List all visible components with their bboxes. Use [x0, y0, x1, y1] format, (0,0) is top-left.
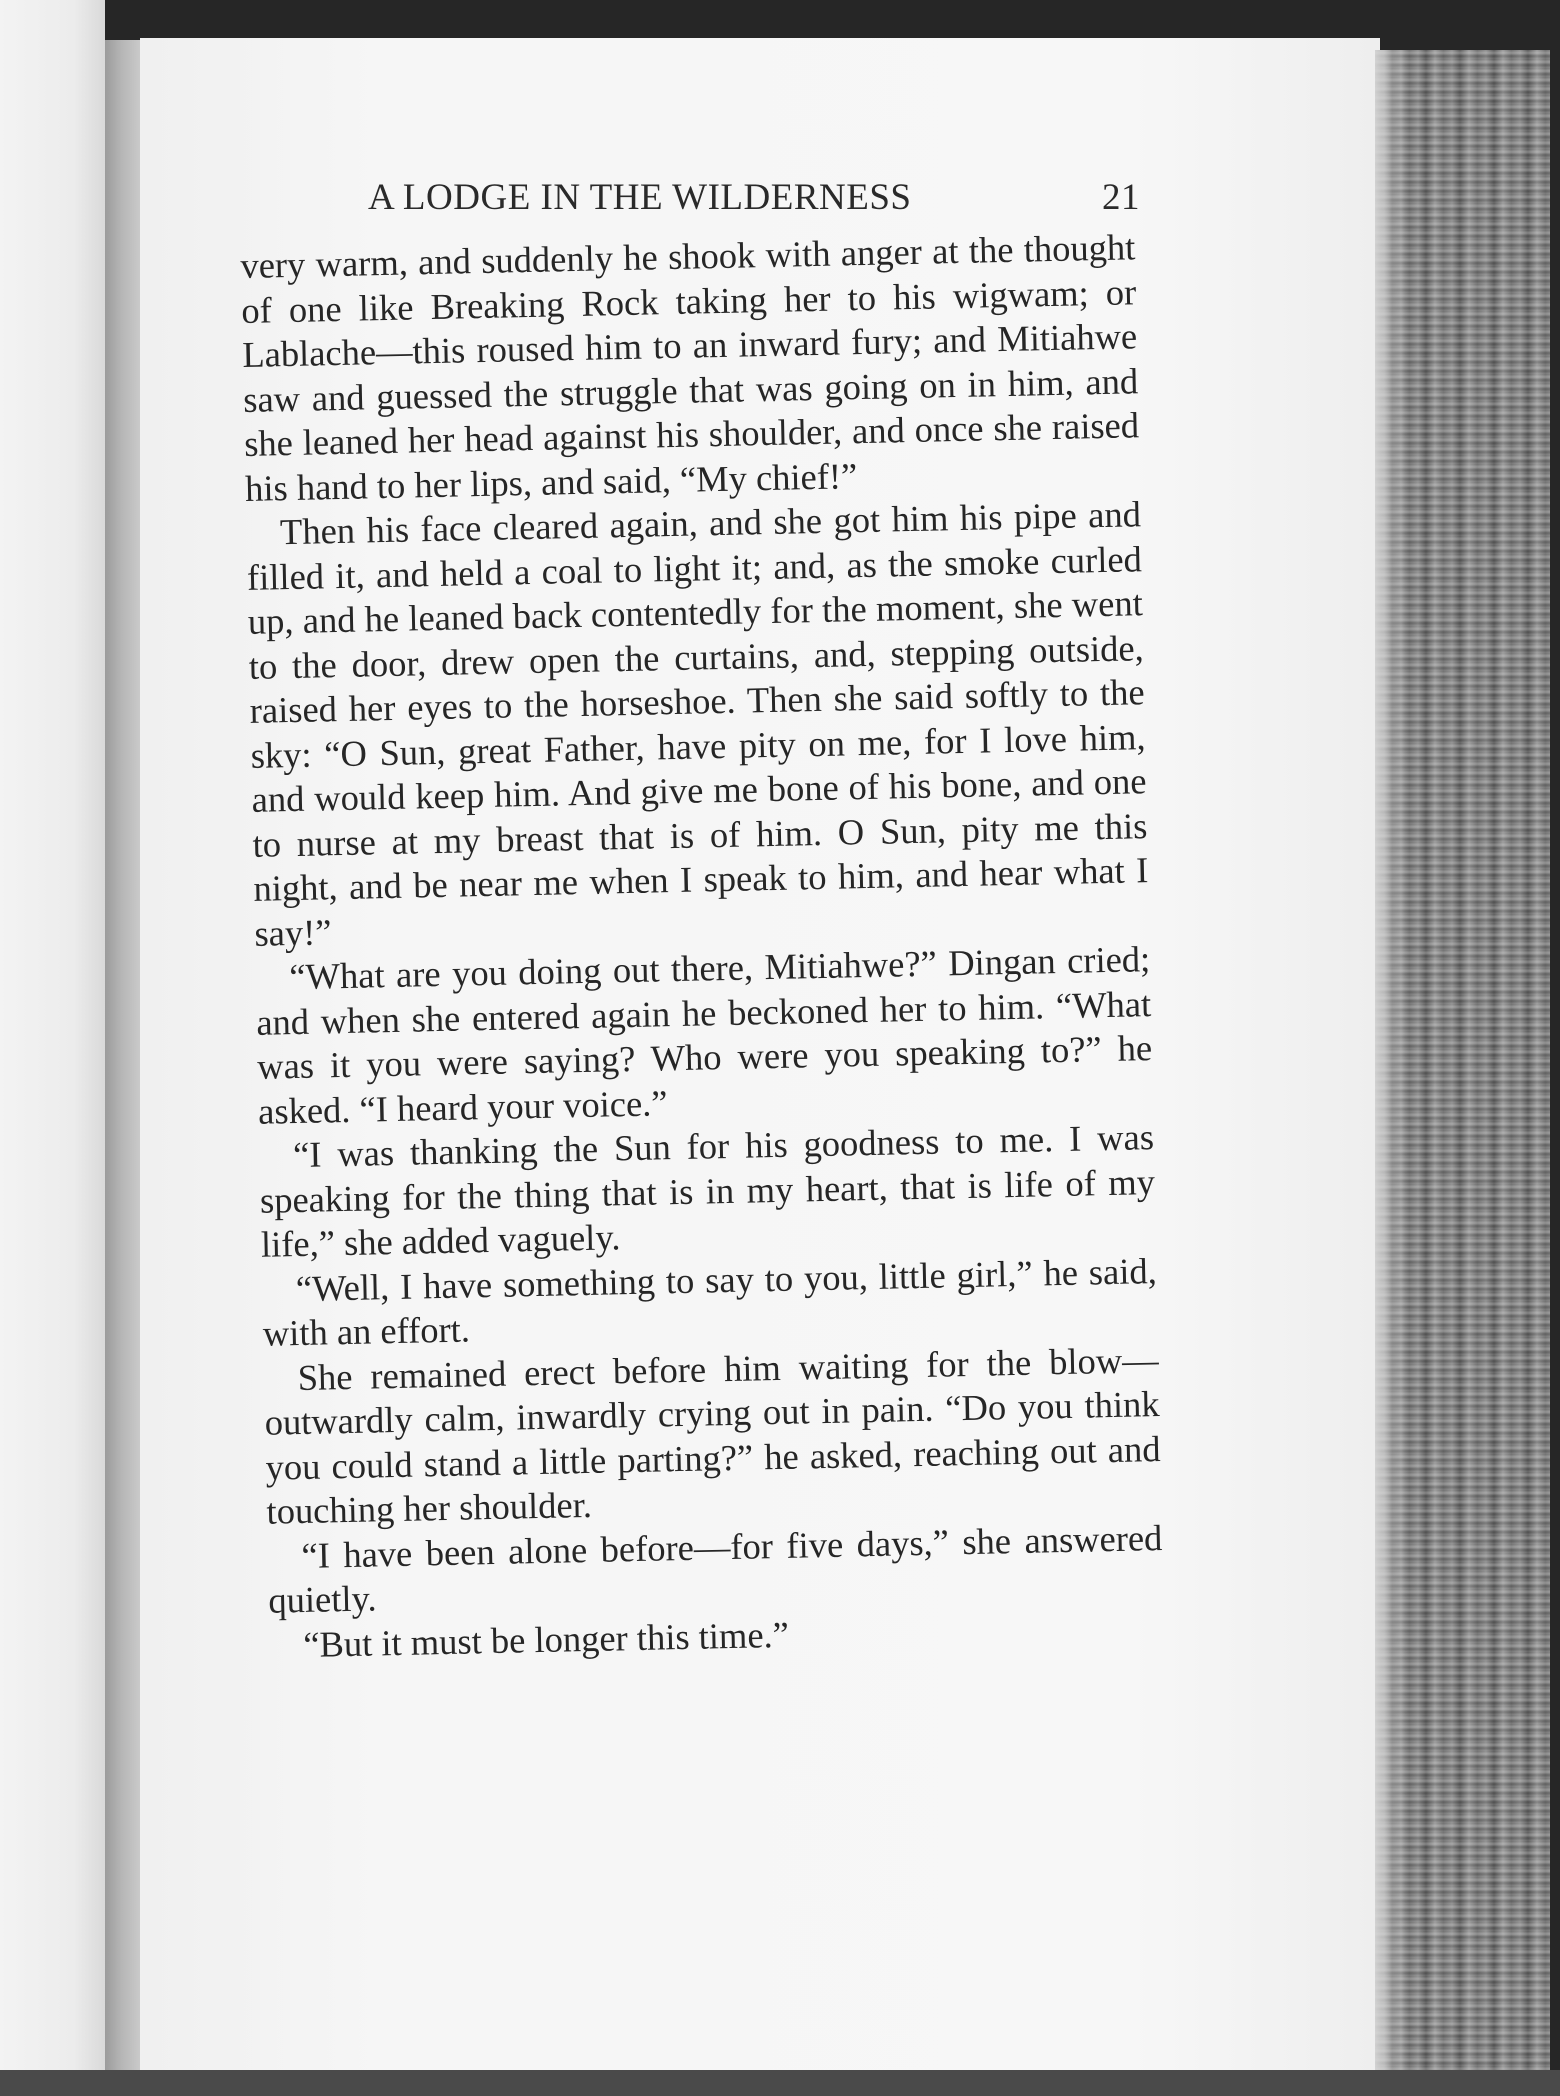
paragraph: “But it must be longer this time.” — [302, 1613, 790, 1665]
book-gutter — [105, 40, 145, 2070]
paragraph: She remained erect before him waiting for the blow—outwardly calm, inwardly crying out in pain. “Do you think you could stand a little parting?” he asked, reaching out and touching her shoulder. — [264, 1338, 1161, 1532]
body-text — [240, 225, 1165, 1667]
running-title: A LODGE IN THE WILDERNESS — [368, 177, 912, 218]
scan-bottom-border — [0, 2070, 1560, 2096]
paragraph: Then his face cleared again, and she got him his pipe and filled it, and held a coal to light it; and, as the smoke curled up, and he leaned back contentedly for the moment, she went to the door, drew open the curtains, and, stepping outside, raised her eyes to the horseshoe. Then she said softly to the sky: “O Sun, great Father, have pity on me, for I love him, and would keep him. And give me bone of his bone, and one to nurse at my breast that is of him. O Sun, pity me this night, and be near me when I speak to him, and hear what I say!” — [246, 493, 1149, 954]
paragraph: “Well, I have something to say to you, little girl,” he said, with an effort. — [262, 1249, 1158, 1354]
facing-page-edge — [0, 0, 105, 2096]
fore-edge-shadow — [1375, 50, 1405, 2080]
page-number: 21 — [1102, 177, 1140, 218]
paragraph: “I have been alone before—for five days,” she answered quietly. — [267, 1516, 1163, 1621]
paragraph: very warm, and suddenly he shook with anger at the thought of one like Breaking Rock taking her to his wigwam; or Lablache—this roused him to an inward fury; and Mitiahwe saw and guessed the struggle that was going on in him, and she leaned her head against his shoulder, and once she raised his hand to her lips, and said, “My chief!” — [240, 226, 1140, 509]
paragraph: “What are you doing out there, Mitiahwe?” Dingan cried; and when she entered again he beckoned her to him. “What was it you were saying? Who were you speaking to?” he asked. “I heard your voice.” — [255, 938, 1153, 1132]
paragraph: “I was thanking the Sun for his goodness to me. I was speaking for the thing that is in my heart, that is life of my life,” she added vaguely. — [259, 1116, 1156, 1265]
